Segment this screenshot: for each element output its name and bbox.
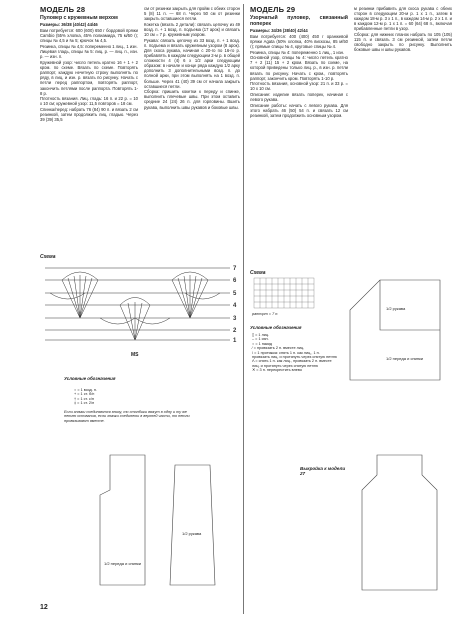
model-29-pattern: Основной узор, спицы № 4: число петель кратно 7 + 2 (11) 15 + 2 кром. Вязать по схеме, на которой приведены только лиц. р., в изн. р. петли вязать по рисунку. Начать с кром., повторять раппорт, закончить кром. Повторять 1-10 р. — [250, 55, 348, 81]
model-29-work: Описание работы: начать с левого рукава. Для этого набрать 46 (50) 54 п. и связать 12 см резинкой, затем продолжить основным узором. — [250, 102, 348, 119]
model-28-title: МОДЕЛЬ 28 — [40, 5, 86, 14]
model-28-materials: Вам потребуется: 600 (600) 650 г бордовой пряжи Cambio (55% хлопка, 45% полиамида, 75 м/50 г); спицы № 4,5 и № 5; крючок № 4,5. — [40, 27, 138, 43]
model-28-lace: Кружевной узор: число петель кратно 16 + 1 + 2 кром. по схеме. Вязать по схеме. Повторять раппорт, каждую нечетную строку выполнять по ряду, в лиц. и изн. р. вязать по рисунку. Начать с петли перед раппортом, повторять раппорт, закончить петлями после раппорта. Повторять 1-8 р. — [40, 60, 138, 96]
chart-row-1: 1 — [233, 338, 237, 344]
legend-double-crochet: † = 1 ст. с/н — [74, 396, 94, 401]
model-29-schematic — [340, 270, 450, 390]
model-28-stockinette: Лицевая гладь, спицы № 5: лиц. р. — лиц. п., изн. р. — изн. п. — [40, 49, 138, 60]
model-28-legend-title: Условные обозначения — [64, 376, 116, 381]
model-28-sleeves: Рукава: связать цепочку из 33 возд. п. + 1 возд. п. подъема и вязать кружевным узором (8 арок). Для скоса рукава, начиная с 20-го по 16-го р. прибавлять в каждом следующем 2-м р. в общей сложности 4 (4) 6 х 1/2 арки следующим образом: в начале и конце ряда каждую 1/2 арку дополнить 3 дополнительными возд. п. до полной арки, при этом выполнять на 1 возд. п. больше. Через 41 (40) 39 см от начала закрыть оставшиеся петли. — [144, 37, 240, 89]
model-29-sleeve-shaping: м резинки прибавить для скоса рукава с обеих сторон в следующем 20-м р. 1 х 1 п., затем в каждом 18-м р. 3 х 1 п., в каждом 14-м р. 2 х 1 п. и в каждом 12-м р. 1 х 1 п. = 60 (64) 68 п., включая прибавленные петли в узор. — [354, 6, 452, 32]
model-29-title: МОДЕЛЬ 29 — [250, 5, 296, 14]
model-28-legend — [74, 388, 154, 406]
model-28-scheme-label: Схема — [40, 254, 56, 260]
legend-k2tog: ⁄ = провязать 2 п. вместе лиц. — [252, 346, 305, 351]
legend-yarn-over: ○ = 1 накид — [252, 341, 273, 346]
vykroika-title: Выкройка к модели 27 — [300, 466, 346, 476]
legend-sk2po: Λ = снять 1 п. как лиц., провязать 2 п. вместе лиц. и протянуть через снятую петлю — [252, 359, 332, 368]
legend-knit: ▯ = 1 лиц. — [252, 333, 270, 337]
page-number: 12 — [40, 604, 48, 611]
chart-row-2: 2 — [233, 328, 237, 334]
vykroika-schematic — [352, 450, 452, 600]
repeat-label: раппорт = 7 п. — [252, 312, 279, 316]
model-29-column-2 — [354, 6, 452, 53]
model-28-back-front: Спинка/перед: набрать 76 (84) 90 п. и вязать 2 см резинкой, затем продолжить лиц. гладью. Через 39 (39) 35,5 — [40, 107, 138, 123]
legend-chain-stitch: ○ = 1 возд. п. — [74, 388, 97, 392]
model-28-sizes: Размеры: 36/38 (40/42) 44/46 — [40, 22, 98, 27]
model-29-sizes: Размеры: 34/36 (38/40) 42/44 — [250, 28, 308, 33]
model-29-legend-title: Условные обозначения — [250, 325, 302, 330]
model-29-rib: Резинка, спицы № 4: попеременно 1 лиц., 1 изн. — [250, 49, 345, 55]
model-29-body-label: 1/2 переда и спинки — [386, 356, 424, 361]
model-29-scheme-label: Схема — [250, 270, 266, 276]
model-28-schematic — [90, 445, 230, 595]
model-28-yoke: Кокетка (вязать 2 детали): связать цепочку из 49 возд. п. + 1 возд. п. подъема (17 арок) и связать 10 см = 7 р. кружевным узором. — [144, 21, 240, 38]
model-28-column-2 — [144, 6, 240, 110]
legend-cable: ✕ = 3 п. перекрестить влево — [252, 368, 303, 373]
model-29-knit-chart — [252, 276, 322, 316]
model-29-sleeve-label: 1/2 рукава — [386, 306, 406, 311]
model-28-rib: Резинка, спицы № 4,5: попеременно 1 лиц., 1 изн. — [40, 43, 138, 49]
model-28-assembly: Сборка: пришить кокетки к переду и спинке, выполнить плечевые швы. При этом оставить средние 24 (24) 26 п. для горловины. Вшить рукава, выполнить швы рукавов и боковые швы. — [144, 89, 240, 110]
model-28-armholes: см от резинки закрыть для пройм с обеих сторон 5 (8) 11 п. — 68 п. Через 50 см от резинки закрыть оставшиеся петли. — [144, 6, 240, 22]
chart-row-3: 3 — [233, 316, 237, 322]
model-28-crochet-chart — [40, 260, 240, 350]
model-28-gauge: Плотность вязания. Лиц. гладь: 16 п. и 22 р. = 10 х 10 см; кружевной узор: 11,5 повторов = 18 см. — [40, 96, 138, 107]
model-29-legend — [252, 333, 337, 373]
model-28-column-1 — [40, 6, 138, 123]
legend-single-crochet: + = 1 ст. б/н — [74, 392, 95, 397]
model-28-legend-note: Если значки соединяются внизу, то столбики вяжут в одну и ту же петлю основания, если значки соединены в верхней части, то петли провязывают вместе. — [64, 410, 190, 423]
legend-treble-crochet: ‡ = 1 ст. 2/н — [74, 401, 95, 406]
body-schematic-label: 1/2 переда и спинки — [104, 561, 142, 566]
chart-row-5: 5 — [233, 291, 237, 297]
chart-row-7: 7 — [233, 266, 237, 272]
sleeve-schematic-label: 1/2 рукава — [182, 531, 202, 536]
model-29-column-1 — [250, 6, 348, 119]
model-29-assembly: Сборка: для нижних планок набрать по 105 (105) 115 п. и связать 3 см резинкой, затем петли свободно закрыть по рисунку. Выполнить боковые швы и швы рукавов. — [354, 32, 452, 53]
legend-ssk: \ = 1 протяжка: снять 1 п. как лиц., 1 п. провязать лиц. и протянуть через снятую петлю — [252, 350, 337, 360]
legend-purl: – = 1 изн. — [252, 337, 269, 342]
chart-row-6: 6 — [233, 278, 237, 284]
model-29-materials: Вам потребуется: 400 (400) 450 г оранжевой пряжи Agata (50% хлопка, 40% вискозы, 85 м/50 г); прямые спицы № 4, круговые спицы № 4. — [250, 33, 348, 49]
column-divider — [243, 4, 244, 614]
ms-label: MS — [131, 352, 139, 358]
model-29-gauge: Плотность вязания, основной узор: 21 п. и 33 р. = 10 х 10 см. — [250, 81, 348, 92]
model-29-subtitle: Узорчатый пуловер, связанный поперек — [250, 15, 348, 27]
chart-row-4: 4 — [233, 303, 237, 309]
model-29-note: Описание: изделие вязать поперек, начиная с левого рукава. — [250, 92, 348, 103]
model-28-subtitle: Пуловер с кружевным верхом — [40, 15, 118, 21]
